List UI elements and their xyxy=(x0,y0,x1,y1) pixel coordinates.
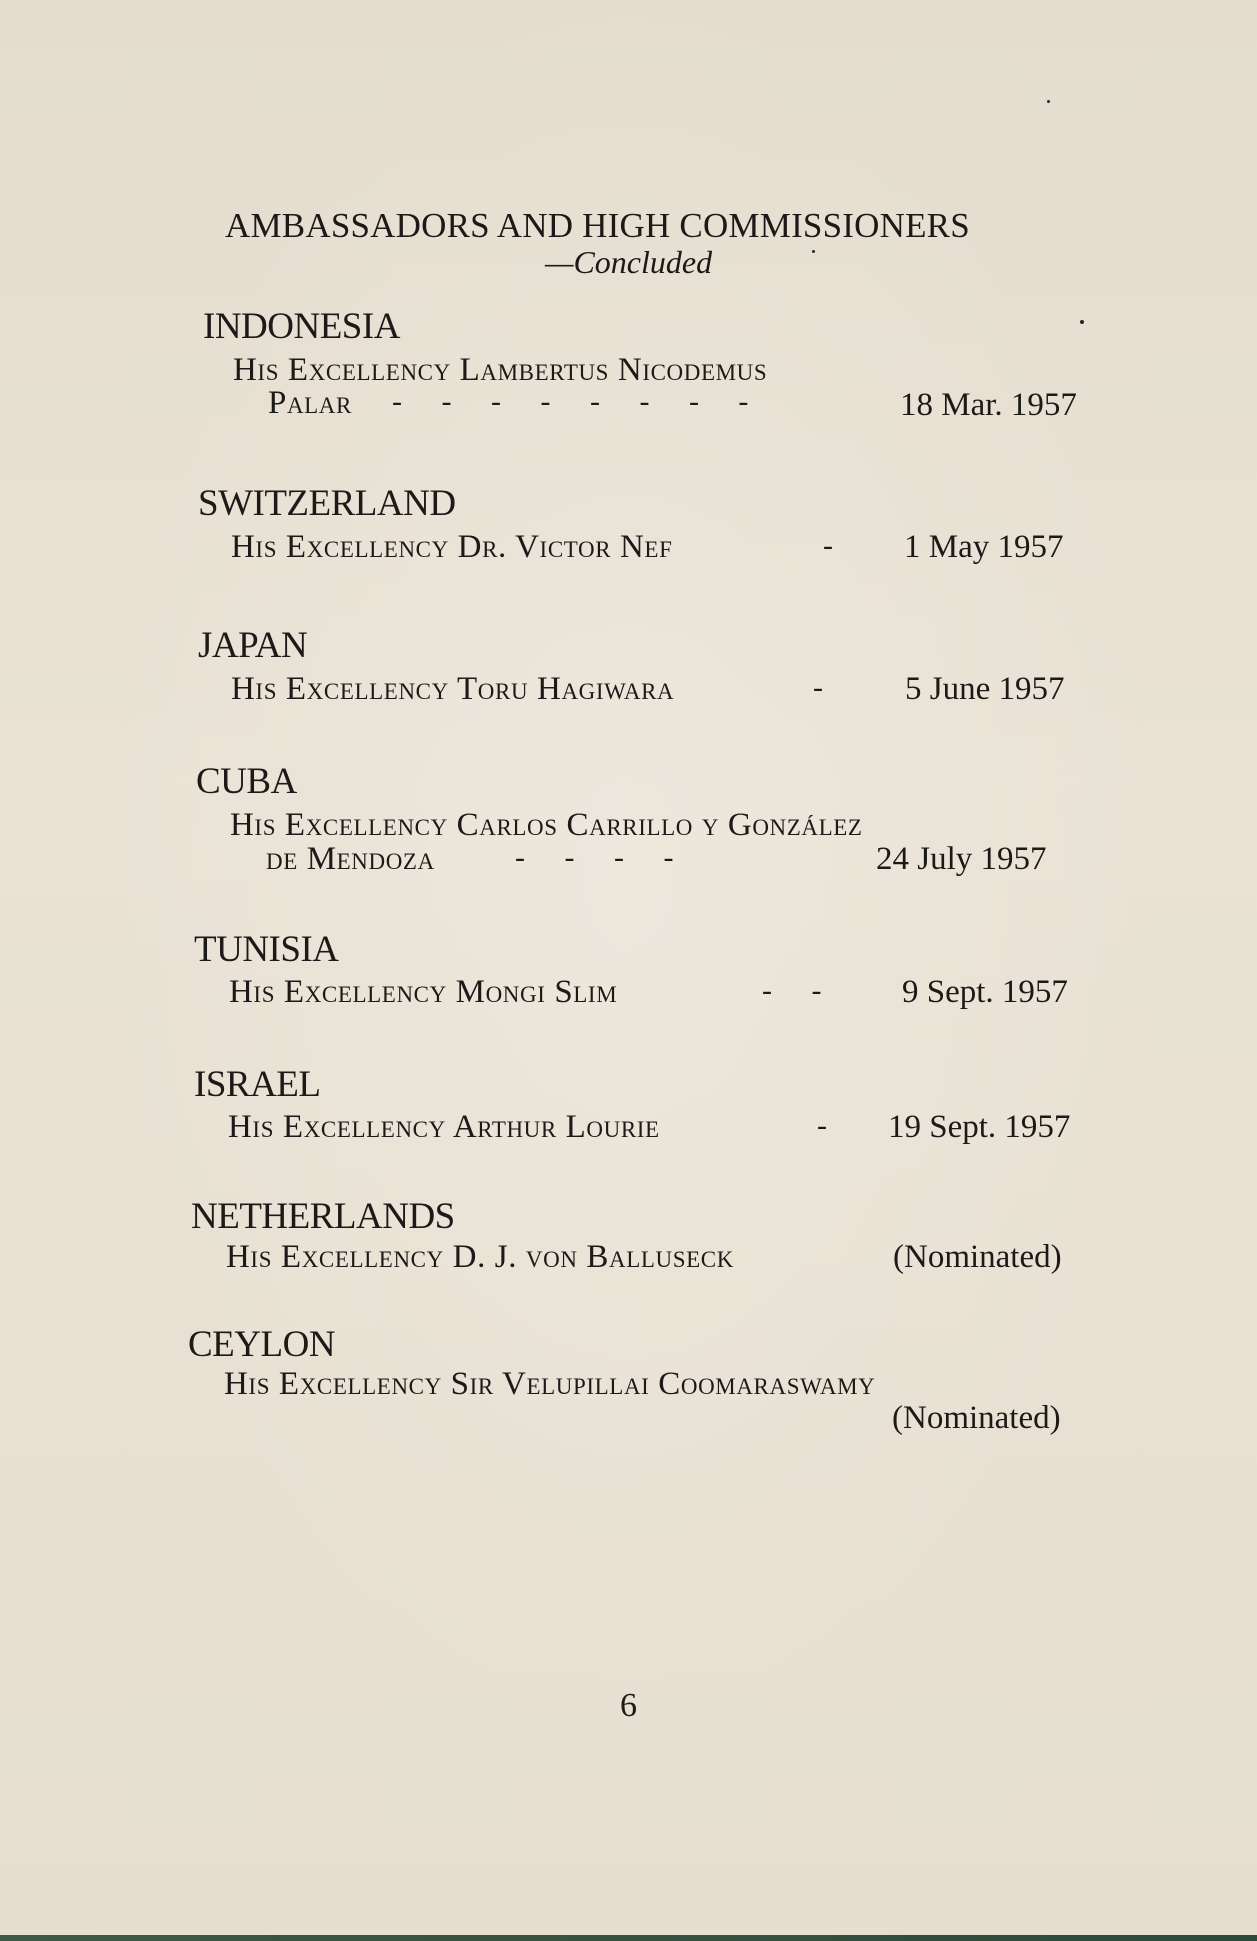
ambassador-name: His Excellency Dr. Victor Nef xyxy=(231,529,673,565)
appointment-date: 18 Mar. 1957 xyxy=(900,387,1077,423)
country-heading: TUNISIA xyxy=(194,929,339,970)
country-heading: SWITZERLAND xyxy=(198,483,456,524)
ambassador-name: His Excellency Lambertus Nicodemus xyxy=(233,352,768,388)
appointment-date: 5 June 1957 xyxy=(905,671,1065,707)
leader-dashes: - - - - - - - - xyxy=(392,385,765,418)
page-title: AMBASSADORS AND HIGH COMMISSIONERS xyxy=(225,206,970,245)
appointment-date: 9 Sept. 1957 xyxy=(902,974,1068,1010)
nomination-note: (Nominated) xyxy=(893,1239,1062,1275)
country-heading: INDONESIA xyxy=(203,306,400,347)
ambassador-name: His Excellency Mongi Slim xyxy=(229,974,618,1010)
appointment-date: 24 July 1957 xyxy=(876,841,1047,877)
paper-speck xyxy=(1047,100,1050,103)
page-number: 6 xyxy=(620,1687,637,1724)
leader-dashes: - xyxy=(823,529,849,562)
country-heading: CEYLON xyxy=(188,1324,336,1365)
ambassador-name-continued: de Mendoza xyxy=(266,841,435,877)
country-heading: JAPAN xyxy=(198,625,308,666)
page-subtitle: —Concluded xyxy=(545,244,713,280)
appointment-date: 19 Sept. 1957 xyxy=(888,1109,1071,1145)
leader-dashes: - - - - xyxy=(515,841,690,874)
ambassador-name: His Excellency D. J. von Balluseck xyxy=(226,1239,734,1275)
leader-dashes: - - xyxy=(762,974,838,1007)
country-heading: NETHERLANDS xyxy=(191,1196,455,1237)
country-heading: CUBA xyxy=(196,761,297,802)
ambassador-name: His Excellency Carlos Carrillo y González xyxy=(230,807,863,843)
paper-speck xyxy=(1080,320,1084,324)
ambassador-name: His Excellency Arthur Lourie xyxy=(228,1109,660,1145)
nomination-note: (Nominated) xyxy=(892,1400,1061,1436)
ambassador-name-continued: Palar xyxy=(268,385,352,421)
leader-dashes: - xyxy=(817,1109,843,1142)
ambassador-name: His Excellency Toru Hagiwara xyxy=(231,671,675,707)
ambassador-name: His Excellency Sir Velupillai Coomaraswamy xyxy=(224,1366,876,1402)
paper-speck xyxy=(812,250,815,253)
country-heading: ISRAEL xyxy=(194,1064,321,1105)
appointment-date: 1 May 1957 xyxy=(904,529,1064,565)
page-edge xyxy=(0,1935,1257,1941)
leader-dashes: - xyxy=(813,671,839,704)
